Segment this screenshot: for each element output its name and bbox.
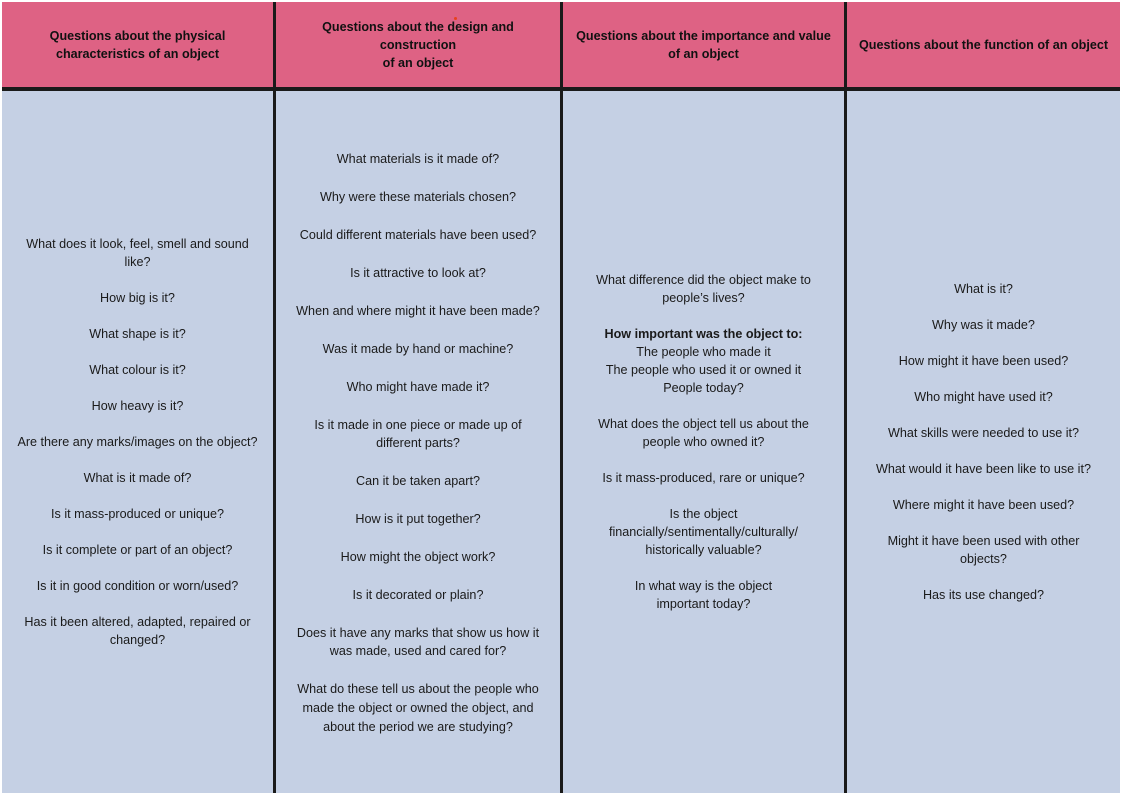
importance-item: People today?: [663, 381, 744, 395]
question: Has its use changed?: [922, 588, 1045, 602]
column-header: Questions about the importance and value of an object: [563, 2, 844, 87]
question: Who might have made it?: [346, 379, 490, 394]
question: Is the object financially/sentimentally/culturally/ historically valuable?: [609, 507, 798, 557]
column-function: [847, 2, 1120, 793]
question: What does the object tell us about the people who owned it?: [598, 417, 809, 449]
question: What colour is it?: [89, 363, 186, 377]
question: Could different materials have been used?: [299, 227, 537, 242]
question: When and where might it have been made?: [296, 303, 540, 318]
importance-item: The people who made it: [636, 345, 771, 359]
question: What materials is it made of?: [336, 151, 500, 166]
column-header: Questions about the design and construction of an object: [276, 2, 560, 87]
column-header: Questions about the physical characteristics of an object: [2, 2, 273, 87]
question: In what way is the object important today?: [634, 579, 773, 611]
question: Is it complete or part of an object?: [42, 543, 233, 557]
question: Was it made by hand or machine?: [322, 341, 514, 356]
question: Might it have been used with other objects?: [887, 534, 1080, 566]
column-body: [2, 91, 273, 793]
question: How heavy is it?: [91, 399, 184, 413]
question: What do these tell us about the people who made the object or owned the object, and about the period we are studying?: [297, 681, 539, 734]
importance-heading: How important was the object to:: [604, 327, 803, 341]
question: What would it have been like to use it?: [876, 462, 1091, 476]
question: Is it made in one piece or made up of different parts?: [314, 417, 522, 450]
question: How might the object work?: [340, 549, 496, 564]
question: What shape is it?: [89, 327, 186, 341]
column-physical-characteristics: [2, 2, 273, 793]
question: Are there any marks/images on the object?: [17, 435, 258, 449]
question: How big is it?: [100, 291, 175, 305]
question: What is it?: [954, 282, 1013, 296]
question: Is it in good condition or worn/used?: [36, 579, 239, 593]
question: What does it look, feel, smell and sound like?: [26, 237, 249, 269]
red-dot-marker: [454, 17, 457, 20]
question: What skills were needed to use it?: [887, 426, 1080, 440]
question: Is it decorated or plain?: [352, 587, 484, 602]
question: Where might it have been used?: [892, 498, 1075, 512]
question: Is it mass-produced, rare or unique?: [602, 471, 805, 485]
question: Does it have any marks that show us how it was made, used and cared for?: [296, 625, 540, 658]
question: Has it been altered, adapted, repaired or changed?: [24, 615, 251, 647]
question: Who might have used it?: [914, 390, 1053, 404]
question: Can it be taken apart?: [356, 473, 480, 488]
question: How might it have been used?: [898, 354, 1069, 368]
question: Is it attractive to look at?: [350, 265, 486, 280]
column-importance-value: [563, 2, 844, 793]
question: What is it made of?: [83, 471, 192, 485]
question: What difference did the object make to people’s lives?: [596, 273, 811, 305]
question: How is it put together?: [355, 511, 481, 526]
column-body: [563, 91, 844, 793]
column-body: [276, 91, 560, 793]
question: Why was it made?: [932, 318, 1035, 332]
question-table: [2, 2, 1120, 793]
importance-group: [604, 325, 802, 397]
importance-item: The people who used it or owned it: [605, 363, 802, 377]
column-header: Questions about the function of an object: [847, 2, 1120, 87]
question: Why were these materials chosen?: [320, 189, 516, 204]
question: Is it mass-produced or unique?: [51, 507, 224, 521]
column-body: [847, 91, 1120, 793]
column-design-construction: [276, 2, 560, 793]
